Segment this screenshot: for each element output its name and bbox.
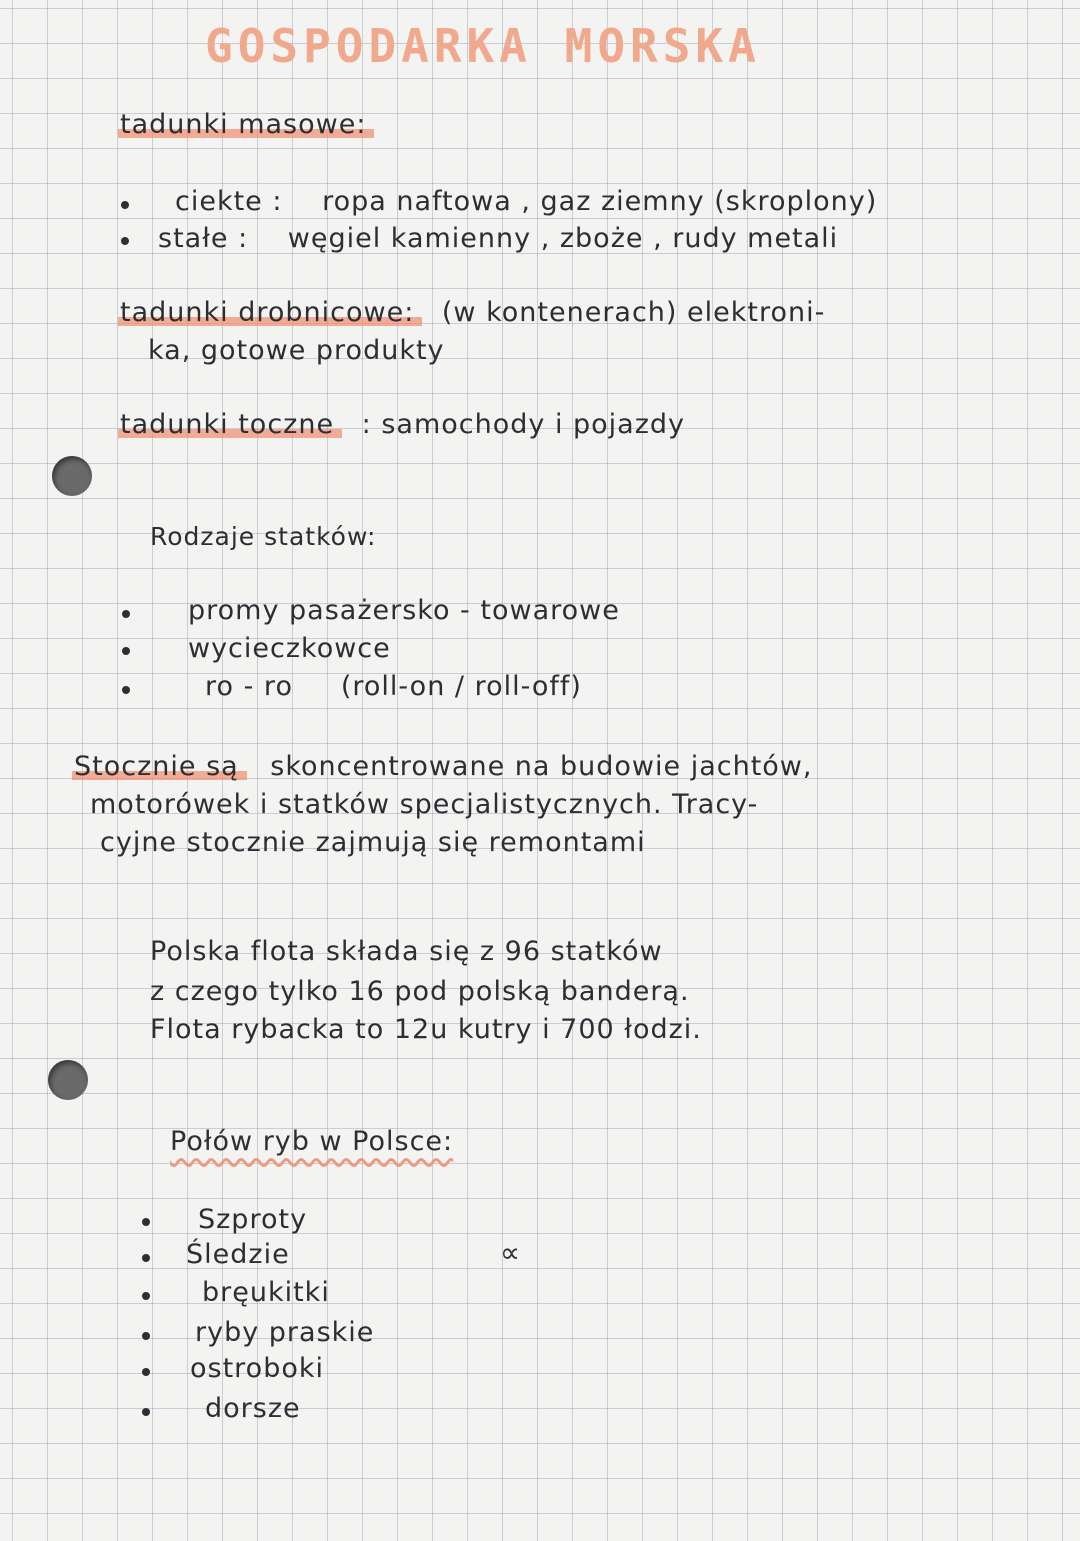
bullet	[142, 1292, 150, 1300]
stocznie-line3: cyjne stocznie zajmują się remontami	[100, 827, 646, 858]
stocznie-line1: Stocznie są skoncentrowane na budowie jachtów,	[74, 751, 813, 782]
heading-polow: Połów ryb w Polsce:	[170, 1126, 454, 1157]
flota-line1: Polska flota składa się z 96 statków	[150, 936, 663, 967]
proportional-symbol: ∝	[500, 1236, 521, 1269]
heading-statki: Rodzaje statków:	[150, 522, 377, 551]
bullet	[142, 1218, 150, 1226]
list-item: Szproty	[198, 1204, 308, 1235]
bullet	[142, 1332, 150, 1340]
stocznie-line2: motorówek i statków specjalistycznych. Tracy-	[90, 789, 759, 820]
list-item: ryby praskie	[195, 1317, 375, 1348]
heading-drobnicowe: tadunki drobnicowe: (w kontenerach) elektroni-	[120, 297, 826, 328]
bullet	[142, 1368, 150, 1376]
bullet	[122, 610, 130, 618]
list-item: ciekte : ropa naftowa , gaz ziemny (skroplony)	[175, 186, 878, 217]
heading-toczne: tadunki toczne : samochody i pojazdy	[120, 409, 686, 440]
bullet	[142, 1254, 150, 1262]
list-item: promy pasażersko - towarowe	[188, 595, 620, 626]
bullet	[142, 1408, 150, 1416]
flota-line3: Flota rybacka to 12u kutry i 700 łodzi.	[150, 1014, 702, 1045]
bullet	[121, 237, 129, 245]
drobnicowe-line2: ka, gotowe produkty	[148, 335, 445, 366]
list-item: ostroboki	[190, 1353, 324, 1384]
heading-masowe: tadunki masowe:	[118, 108, 374, 142]
list-item: Śledzie	[186, 1239, 290, 1270]
list-item: bręukitki	[202, 1277, 330, 1308]
flota-line2: z czego tylko 16 pod polską banderą.	[150, 976, 690, 1007]
bullet	[122, 686, 130, 694]
bullet	[121, 201, 129, 209]
page-title: GOSPODARKA MORSKA	[205, 19, 761, 73]
bullet	[122, 647, 130, 655]
punch-hole-bottom	[48, 1060, 88, 1100]
list-item: dorsze	[205, 1393, 301, 1424]
list-item: ro - ro (roll-on / roll-off)	[205, 671, 582, 702]
punch-hole-top	[52, 456, 92, 496]
list-item: stałe : węgiel kamienny , zboże , rudy metali	[158, 223, 839, 254]
list-item: wycieczkowce	[188, 633, 391, 664]
